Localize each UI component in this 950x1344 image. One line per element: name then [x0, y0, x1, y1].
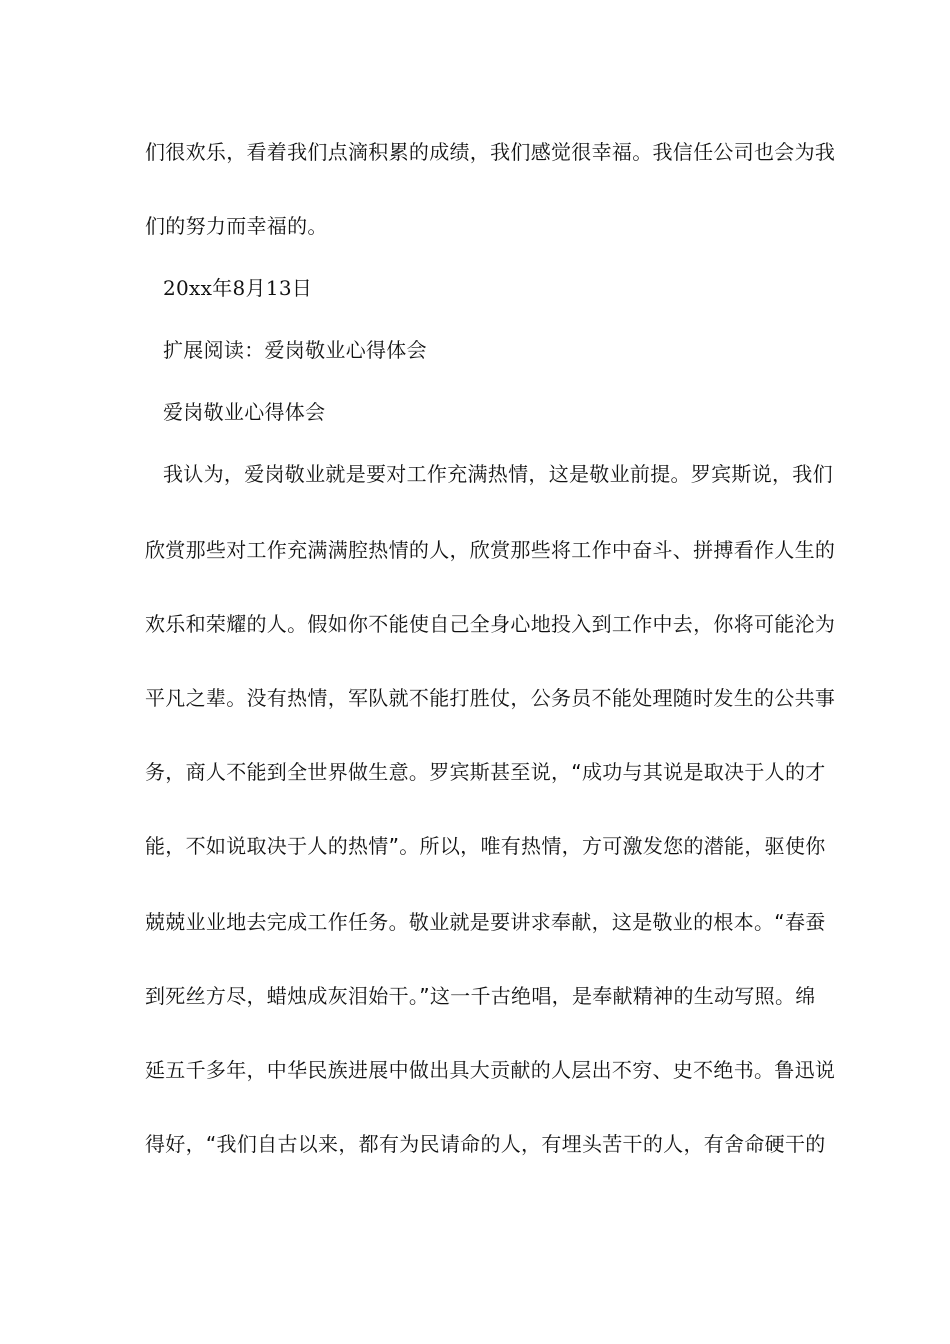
paragraph-line: 平凡之辈。没有热情，军队就不能打胜仗，公务员不能处理随时发生的公共事 [145, 686, 836, 710]
paragraph-line: 们的努力而幸福的。 [145, 214, 328, 238]
paragraph-line: 务，商人不能到全世界做生意。罗宾斯甚至说，“成功与其说是取决于人的才 [145, 760, 826, 784]
paragraph-line: 欣赏那些对工作充满满腔热情的人，欣赏那些将工作中奋斗、拼搏看作人生的 [145, 538, 836, 562]
paragraph-line: 欢乐和荣耀的人。假如你不能使自己全身心地投入到工作中去，你将可能沦为 [145, 612, 836, 636]
date-line: 20xx年8月13日 [163, 276, 313, 300]
paragraph-line: 延五千多年，中华民族进展中做出具大贡献的人层出不穷、史不绝书。鲁迅说 [145, 1058, 836, 1082]
paragraph-line: 到死丝方尽，蜡烛成灰泪始干。”这一千古绝唱，是奉献精神的生动写照。绵 [145, 984, 816, 1008]
paragraph-line: 们很欢乐，看着我们点滴积累的成绩，我们感觉很幸福。我信任公司也会为我 [145, 140, 836, 164]
paragraph-line: 兢兢业业地去完成工作任务。敬业就是要讲求奉献，这是敬业的根本。“春蚕 [145, 910, 826, 934]
extended-reading-heading: 扩展阅读：爱岗敬业心得体会 [163, 338, 427, 362]
paragraph-line: 能，不如说取决于人的热情”。所以，唯有热情，方可激发您的潜能，驱使你 [145, 834, 826, 858]
paragraph-line: 我认为，爱岗敬业就是要对工作充满热情，这是敬业前提。罗宾斯说，我们 [163, 462, 833, 486]
paragraph-line: 得好，“我们自古以来，都有为民请命的人，有埋头苦干的人，有舍命硬干的 [145, 1132, 826, 1156]
section-title: 爱岗敬业心得体会 [163, 400, 326, 424]
